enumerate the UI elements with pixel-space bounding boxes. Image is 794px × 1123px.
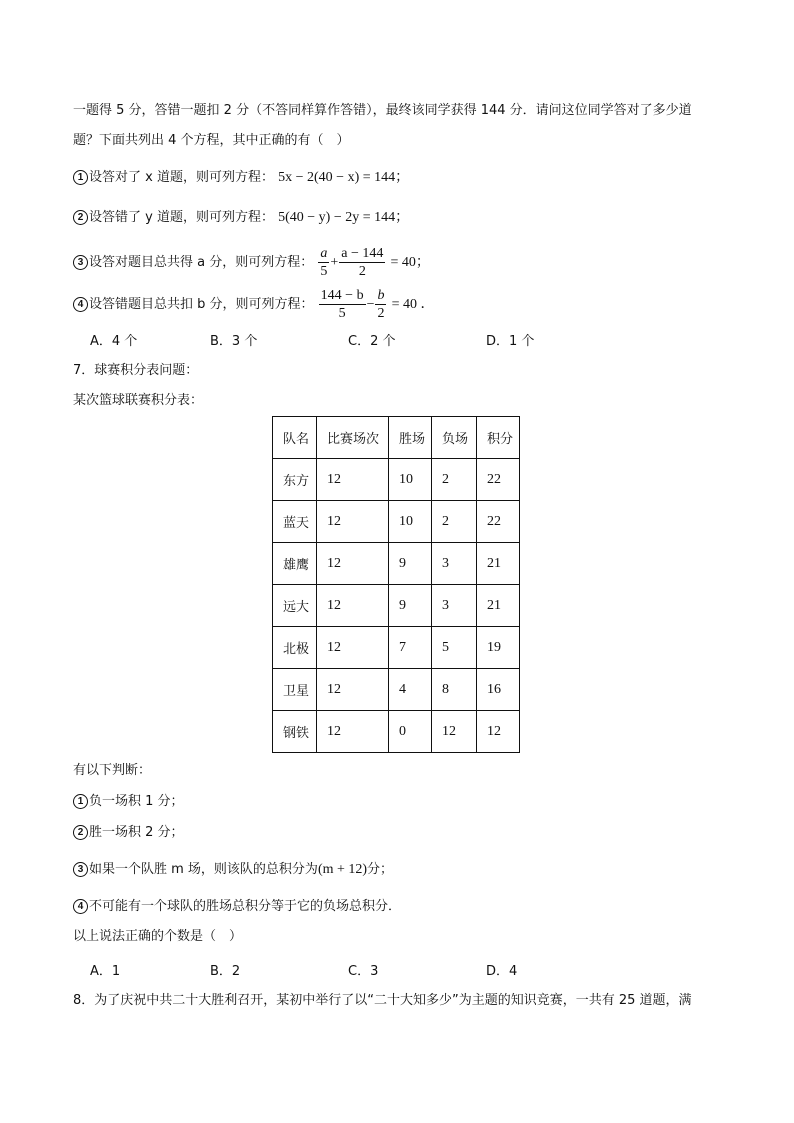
header-cell: 比赛场次 (317, 417, 389, 459)
fraction-denominator: 5 (320, 264, 328, 279)
team-name-cell: 东方 (273, 459, 317, 501)
q7-title: 7．球赛积分表问题： (73, 363, 199, 378)
table-cell: 22 (477, 501, 520, 543)
team-name-cell: 卫星 (273, 669, 317, 711)
q6-item-3 (73, 244, 430, 282)
table-cell: 9 (389, 585, 432, 627)
fraction-numerator: a − 144 (341, 246, 384, 261)
q6-item-3-text: 设答对题目总共得 a 分，则可列方程： (89, 255, 314, 270)
team-name-cell: 钢铁 (273, 711, 317, 753)
q7-judgement-2 (73, 823, 184, 843)
table-row (273, 627, 520, 669)
table-cell: 4 (389, 669, 432, 711)
fraction (375, 287, 386, 322)
table-cell: 12 (317, 711, 389, 753)
q7-subtitle: 某次篮球联赛积分表： (73, 393, 204, 408)
circled-number: 2 (73, 825, 88, 840)
team-name-cell: 蓝天 (273, 501, 317, 543)
table-cell: 10 (389, 501, 432, 543)
table-cell: 2 (432, 459, 477, 501)
q7-question: 以上说法正确的个数是（ ） (73, 929, 243, 944)
header-cell: 积分 (477, 417, 520, 459)
judgement-text: 如果一个队胜 m 场，则该队的总积分为 (89, 862, 318, 877)
table-cell: 12 (432, 711, 477, 753)
table-cell: 12 (477, 711, 520, 753)
operator: − (366, 297, 375, 312)
judgement-text: 胜一场积 2 分； (89, 825, 184, 840)
fraction-denominator: 2 (358, 264, 366, 279)
fraction (318, 245, 329, 280)
fraction (319, 287, 366, 322)
score-table (272, 416, 520, 753)
q7-judgement-3 (73, 860, 393, 880)
table-cell: 21 (477, 543, 520, 585)
fraction-denominator: 2 (377, 306, 385, 321)
table-cell: 5 (432, 627, 477, 669)
team-name-cell: 北极 (273, 627, 317, 669)
circled-number: 3 (73, 862, 88, 877)
q7-judgement-4 (73, 897, 401, 917)
q6-item-1-text: 设答对了 x 道题，则可列方程： (89, 170, 274, 185)
table-cell: 9 (389, 543, 432, 585)
table-cell: 0 (389, 711, 432, 753)
judgement-text: 负一场积 1 分； (89, 794, 184, 809)
circled-number: 1 (73, 170, 88, 185)
table-cell: 22 (477, 459, 520, 501)
q6-text-line-2: 题？下面共列出 4 个方程，其中正确的有（ ） (73, 133, 350, 148)
operator: + (330, 255, 339, 270)
table-cell: 12 (317, 669, 389, 711)
table-cell: 10 (389, 459, 432, 501)
q6-item-2-text: 设答错了 y 道题，则可列方程： (89, 210, 274, 225)
table-cell: 8 (432, 669, 477, 711)
table-row (273, 585, 520, 627)
choice-d[interactable]: D．4 (486, 964, 518, 979)
fraction-numerator: a (320, 246, 328, 261)
table-cell: 3 (432, 585, 477, 627)
q6-item-1 (73, 168, 409, 188)
equation-rhs: = 40 ． (391, 297, 435, 312)
judgement-text: 分； (367, 862, 394, 877)
table-row (273, 501, 520, 543)
q7-judgement-1 (73, 792, 184, 812)
table-cell: 12 (317, 459, 389, 501)
fraction (339, 245, 385, 280)
table-cell: 21 (477, 585, 520, 627)
header-cell: 负场 (432, 417, 477, 459)
q6-item-4 (73, 286, 435, 324)
judgement-expression: (m + 12) (317, 862, 368, 877)
q8-text-line-1: 8．为了庆祝中共二十大胜利召开，某初中举行了以“二十大知多少”为主题的知识竞赛，一共有 25 道题，满 (73, 993, 692, 1008)
table-header-row (273, 417, 520, 459)
choice-d[interactable]: D．1 个 (486, 334, 535, 349)
judgement-text: 不可能有一个球队的胜场总积分等于它的负场总积分． (89, 899, 402, 914)
circled-number: 4 (73, 297, 88, 312)
q6-text-line-1: 一题得 5 分，答错一题扣 2 分（不答同样算作答错），最终该同学获得 144 分．请问这位同学答对了多少道 (73, 103, 692, 118)
team-name-cell: 雄鹰 (273, 543, 317, 585)
q6-item-1-equation: 5x − 2(40 − x) = 144； (278, 170, 410, 185)
table-cell: 12 (317, 585, 389, 627)
q6-item-4-text: 设答错题目总共扣 b 分，则可列方程： (89, 297, 314, 312)
table-cell: 12 (317, 543, 389, 585)
table-row (273, 711, 520, 753)
choice-b[interactable]: B．3 个 (210, 334, 258, 349)
table-cell: 12 (317, 627, 389, 669)
header-cell: 队名 (273, 417, 317, 459)
choice-c[interactable]: C．2 个 (348, 334, 396, 349)
table-cell: 3 (432, 543, 477, 585)
q6-item-2-equation: 5(40 − y) − 2y = 144； (278, 210, 410, 225)
table-cell: 16 (477, 669, 520, 711)
table-cell: 12 (317, 501, 389, 543)
equation-rhs: = 40； (390, 255, 430, 270)
table-cell: 2 (432, 501, 477, 543)
table-row (273, 543, 520, 585)
table-row (273, 669, 520, 711)
q7-judge-intro: 有以下判断： (73, 763, 152, 778)
fraction-numerator: b (377, 288, 385, 303)
choice-a[interactable]: A．4 个 (90, 334, 138, 349)
choice-a[interactable]: A．1 (90, 964, 121, 979)
q6-item-2 (73, 208, 409, 228)
circled-number: 3 (73, 255, 88, 270)
choice-b[interactable]: B．2 (210, 964, 241, 979)
circled-number: 1 (73, 794, 88, 809)
choice-c[interactable]: C．3 (348, 964, 379, 979)
table-cell: 19 (477, 627, 520, 669)
circled-number: 4 (73, 899, 88, 914)
fraction-denominator: 5 (338, 306, 346, 321)
table-cell: 7 (389, 627, 432, 669)
circled-number: 2 (73, 210, 88, 225)
team-name-cell: 远大 (273, 585, 317, 627)
fraction-numerator: 144 − b (320, 288, 364, 303)
table-row (273, 459, 520, 501)
header-cell: 胜场 (389, 417, 432, 459)
